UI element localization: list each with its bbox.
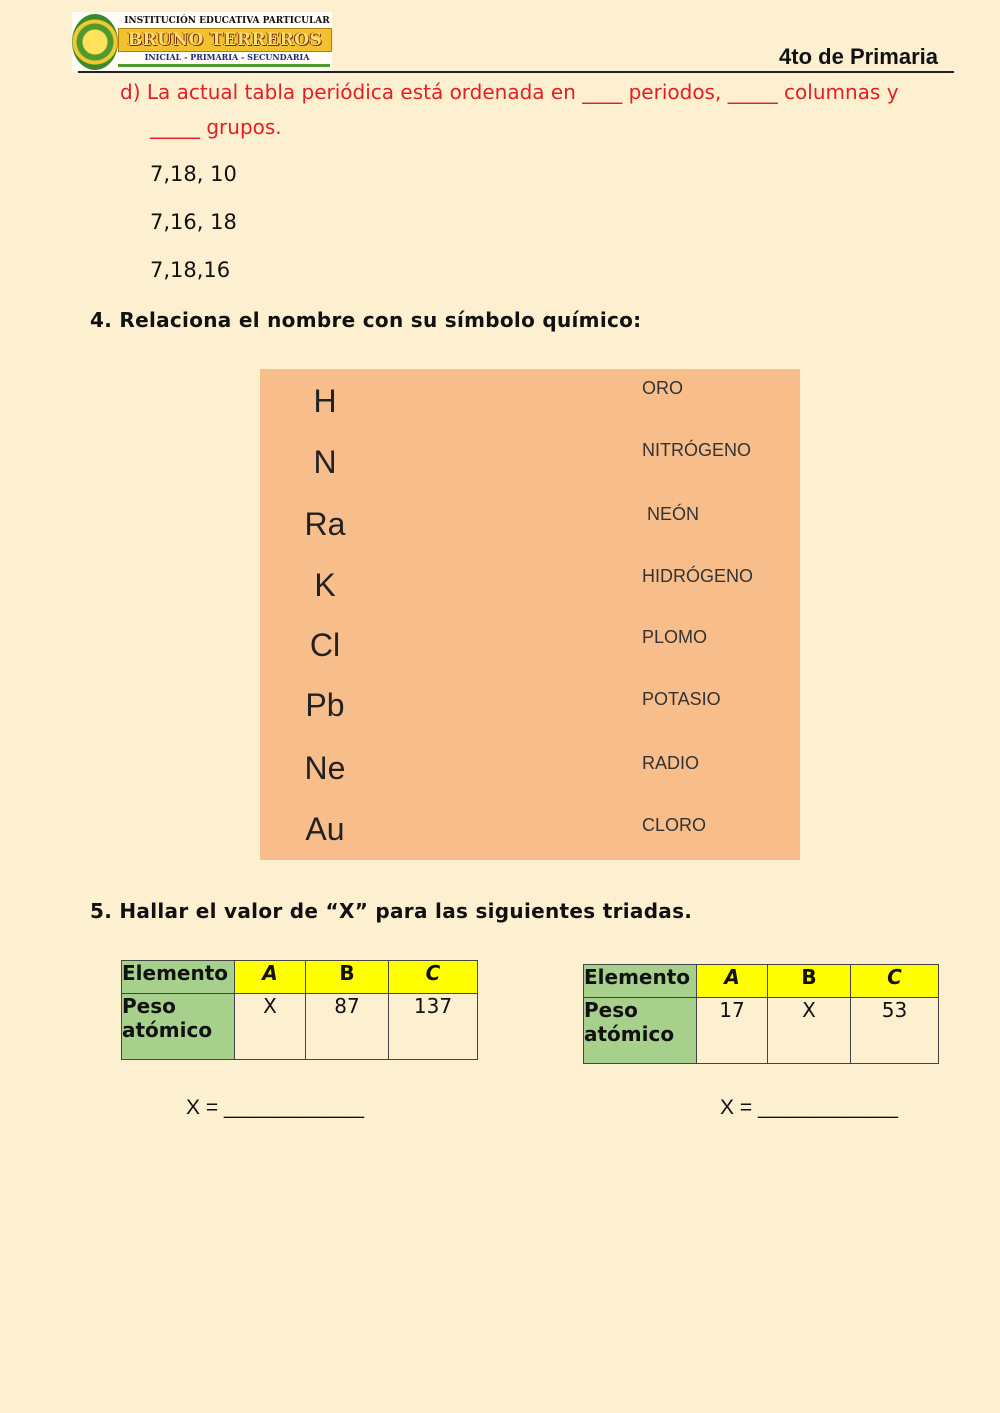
- triad-table-2: [583, 964, 939, 1064]
- question-4-title: 4. Relaciona el nombre con su símbolo químico:: [90, 308, 642, 332]
- school-seal-icon: [72, 14, 118, 70]
- symbol-item[interactable]: Au: [305, 811, 345, 847]
- table-header-a: A: [697, 965, 768, 998]
- option-1[interactable]: 7,18, 10: [150, 162, 237, 186]
- school-logo: [72, 12, 332, 72]
- table-header-a: A: [235, 961, 306, 994]
- logo-institution-text: INSTITUCIÓN EDUCATIVA PARTICULAR: [124, 16, 330, 26]
- table-label-header: Elemento: [584, 965, 697, 998]
- grade-label: 4to de Primaria: [779, 44, 938, 69]
- table-row-label: [122, 994, 235, 1060]
- table-header-c: C: [851, 965, 939, 998]
- question-5-title: 5. Hallar el valor de “X” para las siguientes triadas.: [90, 899, 693, 923]
- element-name-item[interactable]: HIDRÓGENO: [642, 566, 754, 586]
- element-name-item[interactable]: NEÓN: [647, 504, 700, 524]
- row-label-line2: atómico: [122, 1018, 213, 1042]
- answer-line-2[interactable]: X = ____________: [720, 1096, 899, 1119]
- row-label-line2: atómico: [584, 1022, 675, 1046]
- matching-box: [260, 369, 800, 860]
- table-label-header: Elemento: [122, 961, 235, 994]
- element-name-item[interactable]: ORO: [642, 378, 684, 398]
- table-header-c: C: [389, 961, 478, 994]
- element-name-item[interactable]: NITRÓGENO: [642, 440, 752, 460]
- table-header-b: B: [306, 961, 389, 994]
- element-name-item[interactable]: CLORO: [642, 815, 707, 835]
- symbol-item[interactable]: K: [314, 567, 336, 603]
- table-cell-a: X: [235, 994, 306, 1060]
- option-3[interactable]: 7,18,16: [150, 258, 231, 282]
- logo-school-name: BRUNO TERREROS: [118, 28, 332, 52]
- logo-levels-text: INICIAL - PRIMARIA - SECUNDARIA: [144, 52, 310, 62]
- element-name-item[interactable]: RADIO: [642, 753, 700, 773]
- triad-table-1: [121, 960, 478, 1060]
- logo-divider: [118, 64, 330, 67]
- table-cell-c: 137: [389, 994, 478, 1060]
- element-name-item[interactable]: PLOMO: [642, 627, 708, 647]
- table-cell-b: X: [768, 998, 851, 1064]
- row-label-line1: Peso: [122, 994, 176, 1018]
- table-row-label: [584, 998, 697, 1064]
- question-d-line1: d) La actual tabla periódica está ordenada en ____ periodos, _____ columnas y: [120, 80, 899, 104]
- question-d-line2: _____ grupos.: [150, 115, 282, 139]
- symbol-item[interactable]: H: [313, 383, 337, 419]
- option-2[interactable]: 7,16, 18: [150, 210, 237, 234]
- table-cell-b: 87: [306, 994, 389, 1060]
- element-name-item[interactable]: POTASIO: [642, 689, 721, 709]
- symbol-item[interactable]: Cl: [309, 627, 341, 663]
- symbol-item[interactable]: Ra: [304, 506, 346, 542]
- table-cell-a: 17: [697, 998, 768, 1064]
- header-rule: [78, 71, 954, 73]
- row-label-line1: Peso: [584, 998, 638, 1022]
- table-header-b: B: [768, 965, 851, 998]
- symbol-item[interactable]: Pb: [305, 687, 345, 723]
- answer-line-1[interactable]: X = ____________: [186, 1096, 365, 1119]
- table-cell-c: 53: [851, 998, 939, 1064]
- symbol-item[interactable]: Ne: [304, 750, 346, 786]
- symbol-item[interactable]: N: [313, 444, 337, 480]
